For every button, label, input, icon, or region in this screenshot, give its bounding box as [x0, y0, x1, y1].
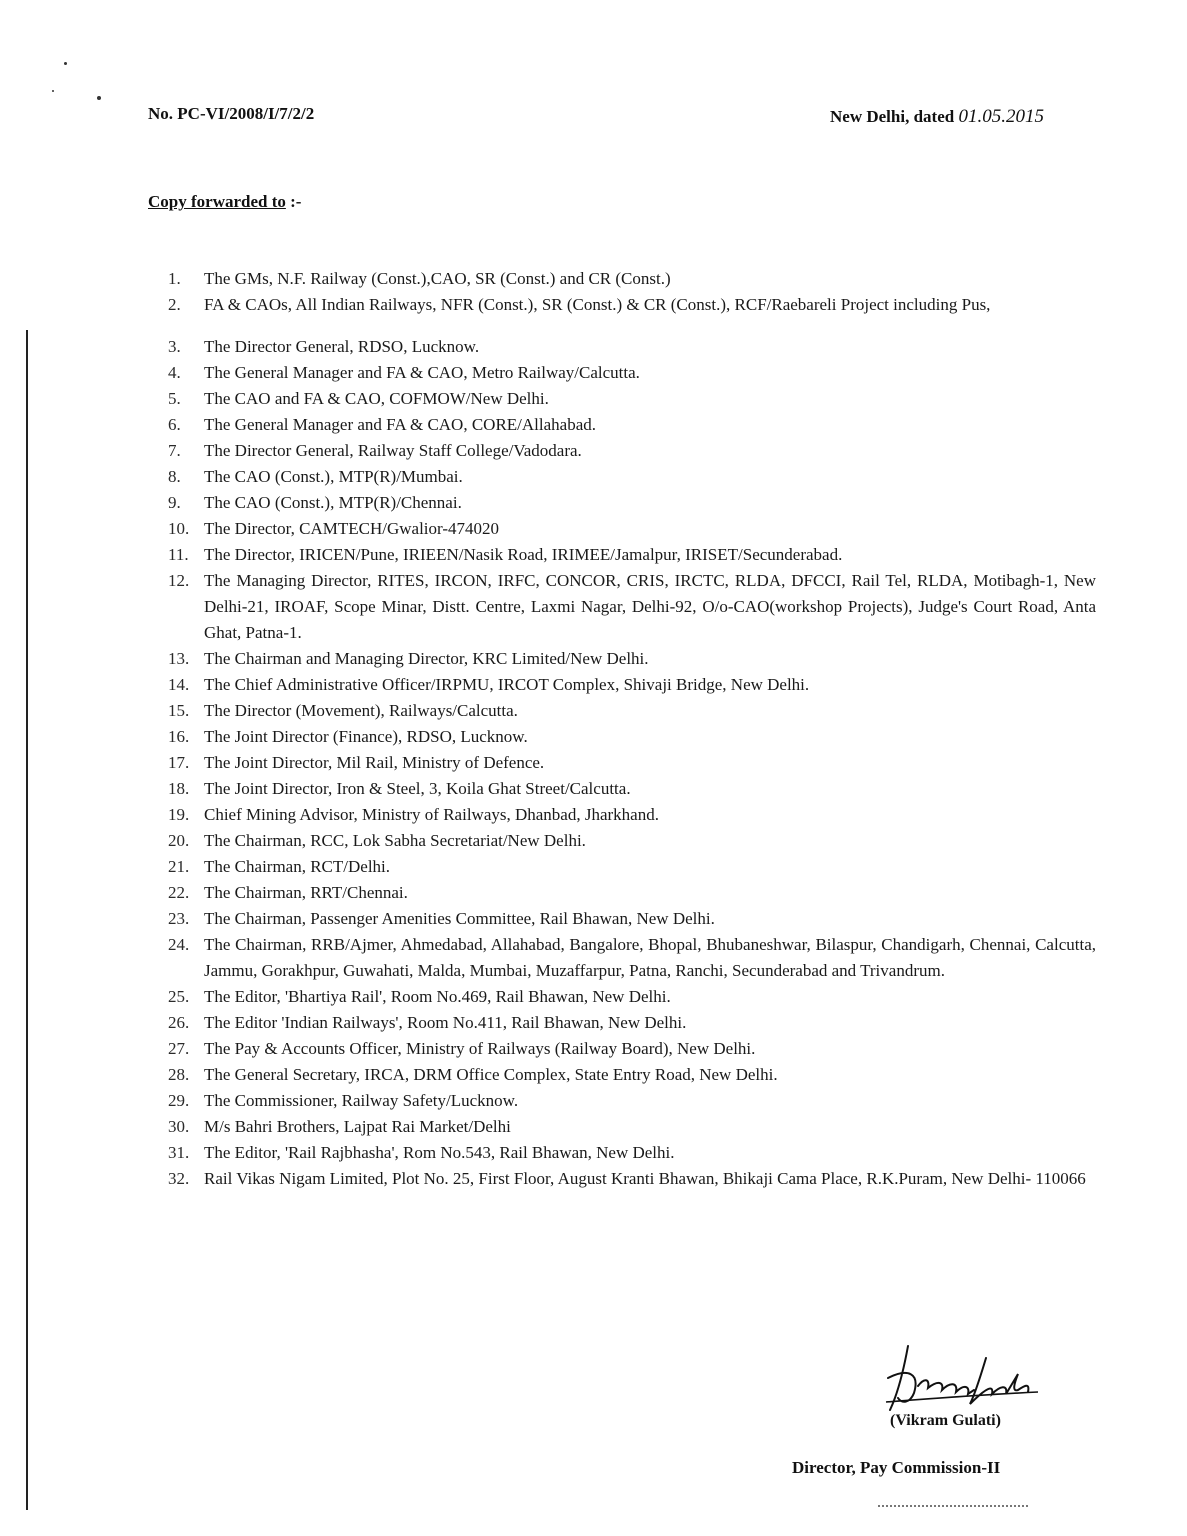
recipient-item [168, 854, 1096, 880]
recipient-item [168, 828, 1096, 854]
signatory-name: (Vikram Gulati) [890, 1412, 1001, 1429]
recipient-text: The Chairman, RRT/Chennai. [204, 883, 408, 902]
recipient-number: 26. [168, 1013, 190, 1032]
recipient-number: 8. [168, 467, 181, 486]
recipient-number: 16. [168, 727, 190, 746]
recipient-item [168, 490, 1096, 516]
recipient-text: The Director, CAMTECH/Gwalior-474020 [204, 519, 500, 538]
recipient-item [168, 412, 1096, 438]
recipient-text: The Chairman, RCT/Delhi. [204, 857, 391, 876]
recipient-item [168, 646, 1096, 672]
recipient-number: 18. [168, 779, 190, 798]
recipient-item [168, 776, 1096, 802]
recipient-number: 30. [168, 1117, 190, 1136]
recipient-text: M/s Bahri Brothers, Lajpat Rai Market/Delhi [204, 1117, 511, 1136]
recipient-text: The Managing Director, RITES, IRCON, IRFC, CONCOR, CRIS, IRCTC, RLDA, DFCCI, Rail Tel, RLDA, Motibagh-1, New Delhi-21, IROAF, Scope Minar, Distt. Centre, Laxmi Nagar, Delhi-92, O/o-CAO(workshop Projects), Judge's Court Road, Anta Ghat, Patna-1. [204, 571, 1096, 642]
recipient-number: 21. [168, 857, 190, 876]
recipient-text: The GMs, N.F. Railway (Const.),CAO, SR (Const.) and CR (Const.) [204, 269, 671, 288]
recipient-item [168, 1036, 1096, 1062]
recipient-text: Rail Vikas Nigam Limited, Plot No. 25, First Floor, August Kranti Bhawan, Bhikaji Cama Place, R.K.Puram, New Delhi- 110066 [204, 1169, 1086, 1188]
recipient-text: The Director, IRICEN/Pune, IRIEEN/Nasik Road, IRIMEE/Jamalpur, IRISET/Secunderabad. [204, 545, 843, 564]
recipient-number: 3. [168, 337, 181, 356]
recipient-text: Chief Mining Advisor, Ministry of Railways, Dhanbad, Jharkhand. [204, 805, 659, 824]
recipient-text: The Joint Director (Finance), RDSO, Lucknow. [204, 727, 528, 746]
recipient-item [168, 802, 1096, 828]
recipient-item [168, 464, 1096, 490]
recipient-text: FA & CAOs, All Indian Railways, NFR (Const.), SR (Const.) & CR (Const.), RCF/Raebareli Project including Pus, [204, 295, 991, 314]
recipient-item [168, 266, 1096, 292]
recipient-text: The Director (Movement), Railways/Calcutta. [204, 701, 518, 720]
bottom-dash-mark [878, 1505, 1028, 1507]
recipient-item [168, 750, 1096, 776]
recipient-text: The General Secretary, IRCA, DRM Office Complex, State Entry Road, New Delhi. [204, 1065, 778, 1084]
recipient-number: 31. [168, 1143, 190, 1162]
recipient-number: 27. [168, 1039, 190, 1058]
recipient-item [168, 1166, 1096, 1192]
date-prefix: New Delhi, dated [830, 107, 955, 126]
scan-edge-line [26, 330, 28, 1510]
recipient-number: 9. [168, 493, 181, 512]
recipient-text: The Chairman and Managing Director, KRC Limited/New Delhi. [204, 649, 649, 668]
recipient-text: The Editor 'Indian Railways', Room No.411, Rail Bhawan, New Delhi. [204, 1013, 687, 1032]
recipient-item [168, 672, 1096, 698]
recipient-text: The Director General, Railway Staff College/Vadodara. [204, 441, 582, 460]
recipient-text: The Joint Director, Mil Rail, Ministry of Defence. [204, 753, 545, 772]
recipient-item [168, 906, 1096, 932]
recipient-number: 11. [168, 545, 189, 564]
recipient-number: 22. [168, 883, 190, 902]
recipient-number: 17. [168, 753, 190, 772]
recipient-item [168, 516, 1096, 542]
recipient-text: The Commissioner, Railway Safety/Lucknow. [204, 1091, 519, 1110]
recipient-item [168, 386, 1096, 412]
recipient-item [168, 360, 1096, 386]
recipient-text: The Joint Director, Iron & Steel, 3, Koila Ghat Street/Calcutta. [204, 779, 631, 798]
recipient-list [168, 266, 1096, 1192]
recipient-item [168, 698, 1096, 724]
recipient-number: 5. [168, 389, 181, 408]
reference-number: No. PC-VI/2008/I/7/2/2 [148, 104, 315, 123]
recipient-number: 2. [168, 295, 181, 314]
recipient-text: The General Manager and FA & CAO, Metro Railway/Calcutta. [204, 363, 640, 382]
recipient-text: The Chairman, Passenger Amenities Committee, Rail Bhawan, New Delhi. [204, 909, 715, 928]
recipient-item [168, 1010, 1096, 1036]
recipient-text: The Chairman, RRB/Ajmer, Ahmedabad, Allahabad, Bangalore, Bhopal, Bhubaneshwar, Bilaspur, Chandigarh, Chennai, Calcutta, Jammu, Gorakhpur, Guwahati, Malda, Mumbai, Muzaffarpur, Patna, Ranchi, Secunderabad and Trivandrum. [204, 935, 1096, 980]
recipient-number: 14. [168, 675, 190, 694]
scan-speck [64, 62, 67, 65]
scan-speck [97, 96, 101, 100]
heading-suffix: :- [285, 192, 302, 211]
recipient-item [168, 438, 1096, 464]
scan-speck [52, 90, 54, 92]
recipient-number: 28. [168, 1065, 190, 1084]
recipient-number: 7. [168, 441, 181, 460]
recipient-item [168, 724, 1096, 750]
recipient-number: 13. [168, 649, 190, 668]
distribution-heading [148, 192, 301, 212]
recipient-item [168, 334, 1096, 360]
recipient-item [168, 1062, 1096, 1088]
signatory-designation: Director, Pay Commission-II [792, 1458, 1001, 1477]
recipient-text: The CAO (Const.), MTP(R)/Mumbai. [204, 467, 463, 486]
recipient-number: 12. [168, 571, 190, 590]
recipient-number: 32. [168, 1169, 190, 1188]
recipient-text: The Editor, 'Rail Rajbhasha', Rom No.543, Rail Bhawan, New Delhi. [204, 1143, 675, 1162]
recipient-item [168, 880, 1096, 906]
recipient-number: 4. [168, 363, 181, 382]
recipient-item [168, 542, 1096, 568]
recipient-text: The Chairman, RCC, Lok Sabha Secretariat/New Delhi. [204, 831, 586, 850]
recipient-text: The Chief Administrative Officer/IRPMU, IRCOT Complex, Shivaji Bridge, New Delhi. [204, 675, 810, 694]
recipient-number: 29. [168, 1091, 190, 1110]
recipient-item [168, 1114, 1096, 1140]
recipient-number: 20. [168, 831, 190, 850]
recipient-number: 6. [168, 415, 181, 434]
recipient-number: 1. [168, 269, 181, 288]
recipient-item [168, 1140, 1096, 1166]
recipient-number: 23. [168, 909, 190, 928]
recipient-item [168, 292, 1096, 318]
handwritten-signature [868, 1338, 1068, 1418]
recipient-text: The Editor, 'Bhartiya Rail', Room No.469, Rail Bhawan, New Delhi. [204, 987, 671, 1006]
recipient-number: 19. [168, 805, 190, 824]
recipient-number: 25. [168, 987, 190, 1006]
recipient-text: The Director General, RDSO, Lucknow. [204, 337, 480, 356]
recipient-item [168, 568, 1096, 646]
dateline [830, 106, 1044, 128]
recipient-text: The CAO and FA & CAO, COFMOW/New Delhi. [204, 389, 549, 408]
recipient-number: 24. [168, 935, 190, 954]
heading-label: Copy forwarded to [148, 192, 286, 211]
recipient-number: 15. [168, 701, 190, 720]
recipient-number: 10. [168, 519, 190, 538]
recipient-text: The General Manager and FA & CAO, CORE/Allahabad. [204, 415, 597, 434]
date-value: 01.05.2015 [958, 106, 1044, 127]
recipient-text: The CAO (Const.), MTP(R)/Chennai. [204, 493, 462, 512]
recipient-text: The Pay & Accounts Officer, Ministry of Railways (Railway Board), New Delhi. [204, 1039, 756, 1058]
recipient-item [168, 984, 1096, 1010]
recipient-item [168, 932, 1096, 984]
recipient-item [168, 1088, 1096, 1114]
